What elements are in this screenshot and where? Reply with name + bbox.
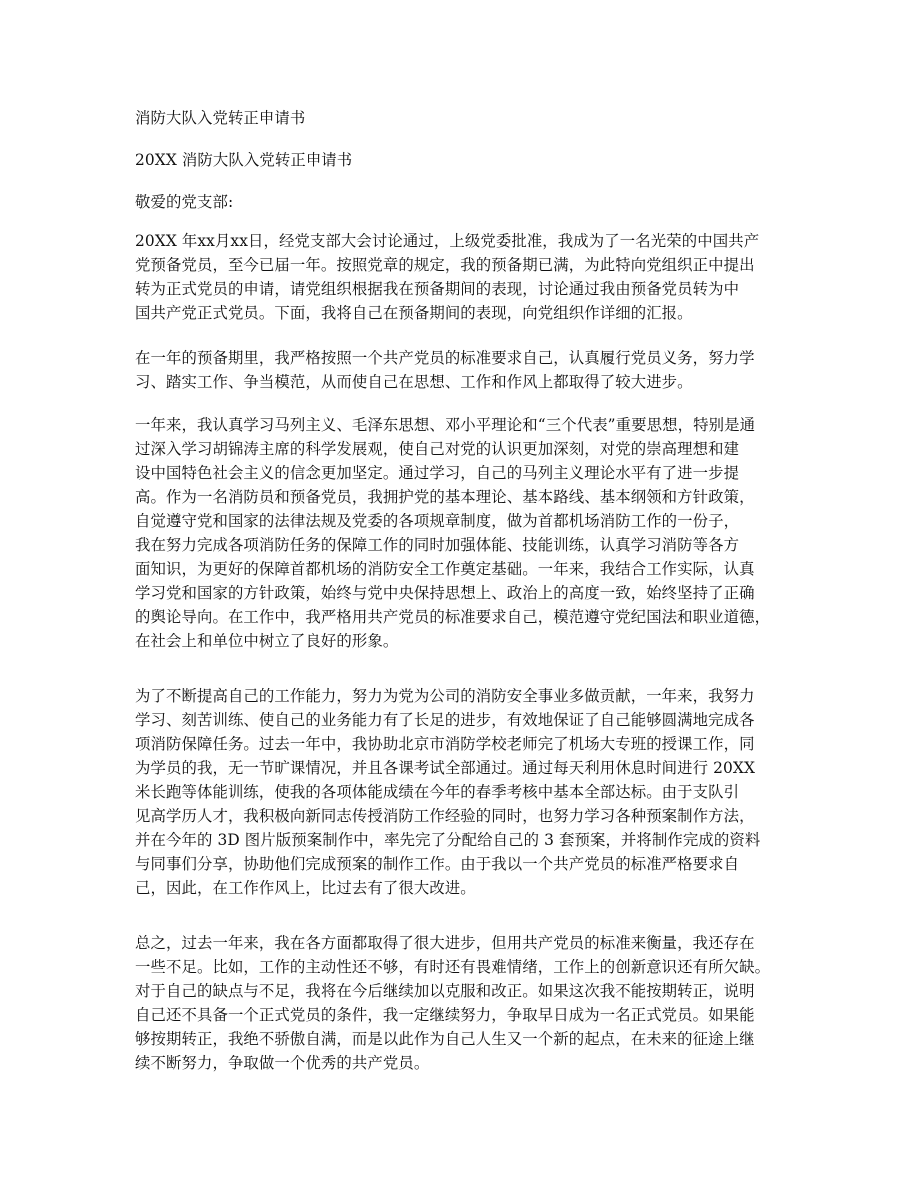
paragraph-line: 20XX 年xx月xx日，经党支部大会讨论通过，上级党委批准，我成为了一名光荣的中国共产 <box>135 232 760 250</box>
paragraph-line: 过深入学习胡锦涛主席的科学发展观，使自己对党的认识更加深刻，对党的崇高理想和建 <box>135 440 740 458</box>
document-title: 消防大队入党转正申请书 <box>135 109 306 127</box>
paragraph-line: 对于自己的缺点与不足，我将在今后继续加以克服和改正。如果这次我不能按期转正，说明 <box>135 982 755 1000</box>
paragraph-line: 学习党和国家的方针政策，始终与党中央保持思想上、政治上的高度一致，始终坚持了正确 <box>135 584 755 602</box>
paragraph-line: 在一年的预备期里，我严格按照一个共产党员的标准要求自己，认真履行党员义务，努力学 <box>135 349 755 367</box>
paragraph-line: 高。作为一名消防员和预备党员，我拥护党的基本理论、基本路线、基本纲领和方针政策， <box>135 488 755 506</box>
paragraph-line: 党预备党员，至今已届一年。按照党章的规定，我的预备期已满，为此特向党组织正中提出 <box>135 256 755 274</box>
paragraph-line: 一些不足。比如，工作的主动性还不够，有时还有畏难情绪，工作上的创新意识还有所欠缺。 <box>135 958 771 976</box>
paragraph-line: 习、踏实工作、争当模范，从而使自己在思想、工作和作风上都取得了较大进步。 <box>135 373 693 391</box>
paragraph-2 <box>135 346 795 394</box>
paragraph-line: 项消防保障任务。过去一年中，我协助北京市消防学校老师完了机场大专班的授课工作，同 <box>135 735 755 753</box>
paragraph-5 <box>135 931 795 1075</box>
paragraph-line: 己，因此，在工作作风上，比过去有了很大改进。 <box>135 879 476 897</box>
paragraph-line: 为了不断提高自己的工作能力，努力为党为公司的消防安全事业多做贡献，一年来，我努力 <box>135 687 755 705</box>
paragraph-1 <box>135 229 795 325</box>
salutation: 敬爱的党支部: <box>135 193 234 211</box>
paragraph-line: 学习、刻苦训练、使自己的业务能力有了长足的进步，有效地保证了自己能够圆满地完成各 <box>135 711 755 729</box>
paragraph-line: 的舆论导向。在工作中，我严格用共产党员的标准要求自己，模范遵守党纪国法和职业道德， <box>135 608 771 626</box>
paragraph-line: 我在努力完成各项消防任务的保障工作的同时加强体能、技能训练，认真学习消防等各方 <box>135 536 740 554</box>
paragraph-line: 并在今年的 3D 图片版预案制作中，率先完了分配给自己的 3 套预案，并将制作完成的资料 <box>135 831 761 849</box>
paragraph-line: 见高学历人才，我积极向新同志传授消防工作经验的同时，也努力学习各种预案制作方法， <box>135 807 755 825</box>
document-subtitle: 20XX 消防大队入党转正申请书 <box>135 151 353 169</box>
paragraph-3 <box>135 413 795 653</box>
paragraph-line: 续不断努力，争取做一个优秀的共产党员。 <box>135 1054 430 1072</box>
paragraph-line: 总之，过去一年来，我在各方面都取得了很大进步，但用共产党员的标准来衡量，我还存在 <box>135 934 755 952</box>
paragraph-line: 与同事们分享，协助他们完成预案的制作工作。由于我以一个共产党员的标准严格要求自 <box>135 855 740 873</box>
paragraph-line: 自觉遵守党和国家的法律法规及党委的各项规章制度，做为首都机场消防工作的一份子， <box>135 512 740 530</box>
paragraph-line: 转为正式党员的申请，请党组织根据我在预备期间的表现，讨论通过我由预备党员转为中 <box>135 280 740 298</box>
paragraph-line: 国共产党正式党员。下面，我将自己在预备期间的表现，向党组织作详细的汇报。 <box>135 304 693 322</box>
paragraph-4 <box>135 684 795 900</box>
paragraph-line: 够按期转正，我绝不骄傲自满，而是以此作为自己人生又一个新的起点，在未来的征途上继 <box>135 1030 755 1048</box>
paragraph-line: 米长跑等体能训练，使我的各项体能成绩在今年的春季考核中基本全部达标。由于支队引 <box>135 783 740 801</box>
paragraph-line: 面知识，为更好的保障首都机场的消防安全工作奠定基础。一年来，我结合工作实际，认真 <box>135 560 755 578</box>
paragraph-line: 自己还不具备一个正式党员的条件，我一定继续努力，争取早日成为一名正式党员。如果能 <box>135 1006 755 1024</box>
paragraph-line: 在社会上和单位中树立了良好的形象。 <box>135 632 399 650</box>
paragraph-line: 为学员的我，无一节旷课情况，并且各课考试全部通过。通过每天利用休息时间进行 20XX <box>135 759 756 777</box>
paragraph-line: 设中国特色社会主义的信念更加坚定。通过学习，自己的马列主义理论水平有了进一步提 <box>135 464 740 482</box>
paragraph-line: 一年来，我认真学习马列主义、毛泽东思想、邓小平理论和“三个代表”重要思想，特别是通 <box>135 416 756 434</box>
